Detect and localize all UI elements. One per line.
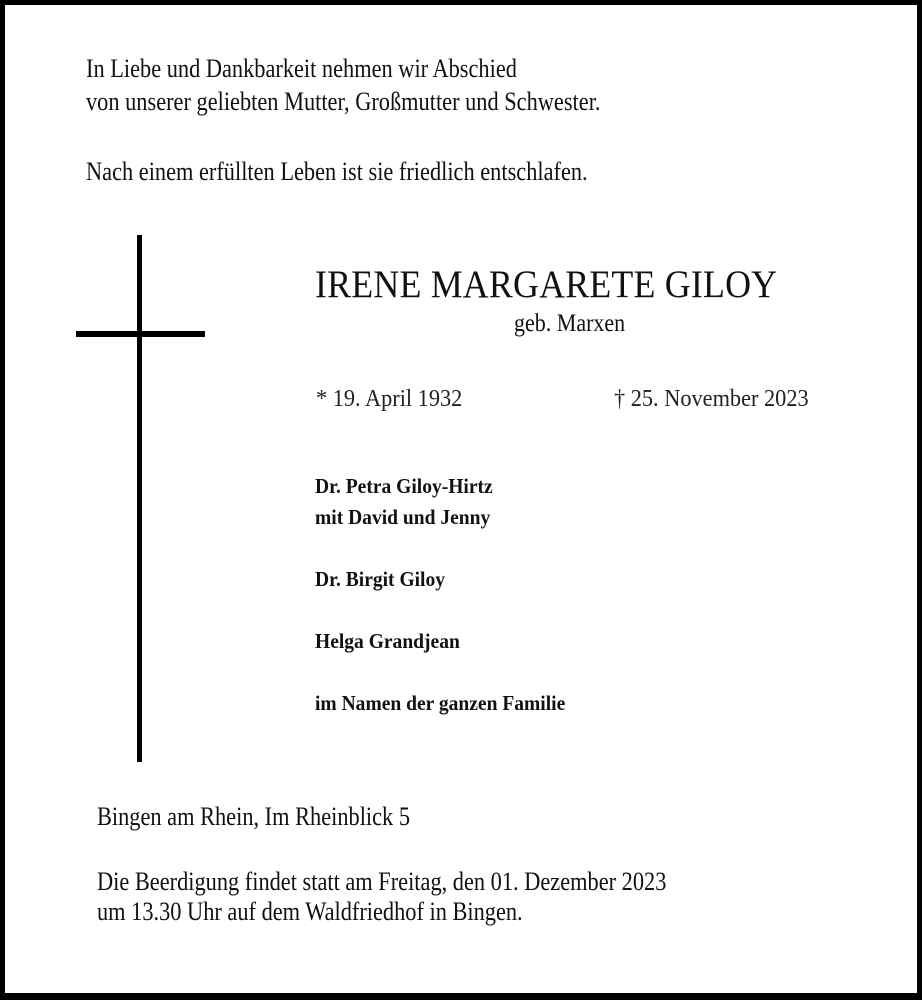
address: Bingen am Rhein, Im Rheinblick 5 — [97, 802, 410, 831]
family-note: im Namen der ganzen Familie — [315, 691, 566, 715]
birth-date: * 19. April 1932 — [316, 386, 463, 412]
intro-line-3: Nach einem erfüllten Leben ist sie friedlich entschlafen. — [86, 157, 588, 186]
funeral-line-2: um 13.30 Uhr auf dem Waldfriedhof in Bingen. — [97, 897, 523, 926]
cross-vertical-bar — [137, 235, 142, 762]
mourner-helga: Helga Grandjean — [315, 629, 460, 653]
mourner-david-jenny: mit David und Jenny — [315, 505, 491, 529]
intro-line-1: In Liebe und Dankbarkeit nehmen wir Abschied — [86, 54, 517, 83]
deceased-name: IRENE MARGARETE GILOY — [315, 263, 778, 306]
intro-line-2: von unserer geliebten Mutter, Großmutter und Schwester. — [86, 87, 601, 116]
death-date: † 25. November 2023 — [614, 386, 809, 412]
obituary-notice — [5, 5, 917, 993]
mourner-birgit: Dr. Birgit Giloy — [315, 567, 446, 591]
mourner-petra: Dr. Petra Giloy-Hirtz — [315, 474, 493, 498]
maiden-name: geb. Marxen — [514, 310, 626, 337]
funeral-line-1: Die Beerdigung findet statt am Freitag, den 01. Dezember 2023 — [97, 867, 667, 896]
cross-horizontal-bar — [76, 331, 205, 337]
